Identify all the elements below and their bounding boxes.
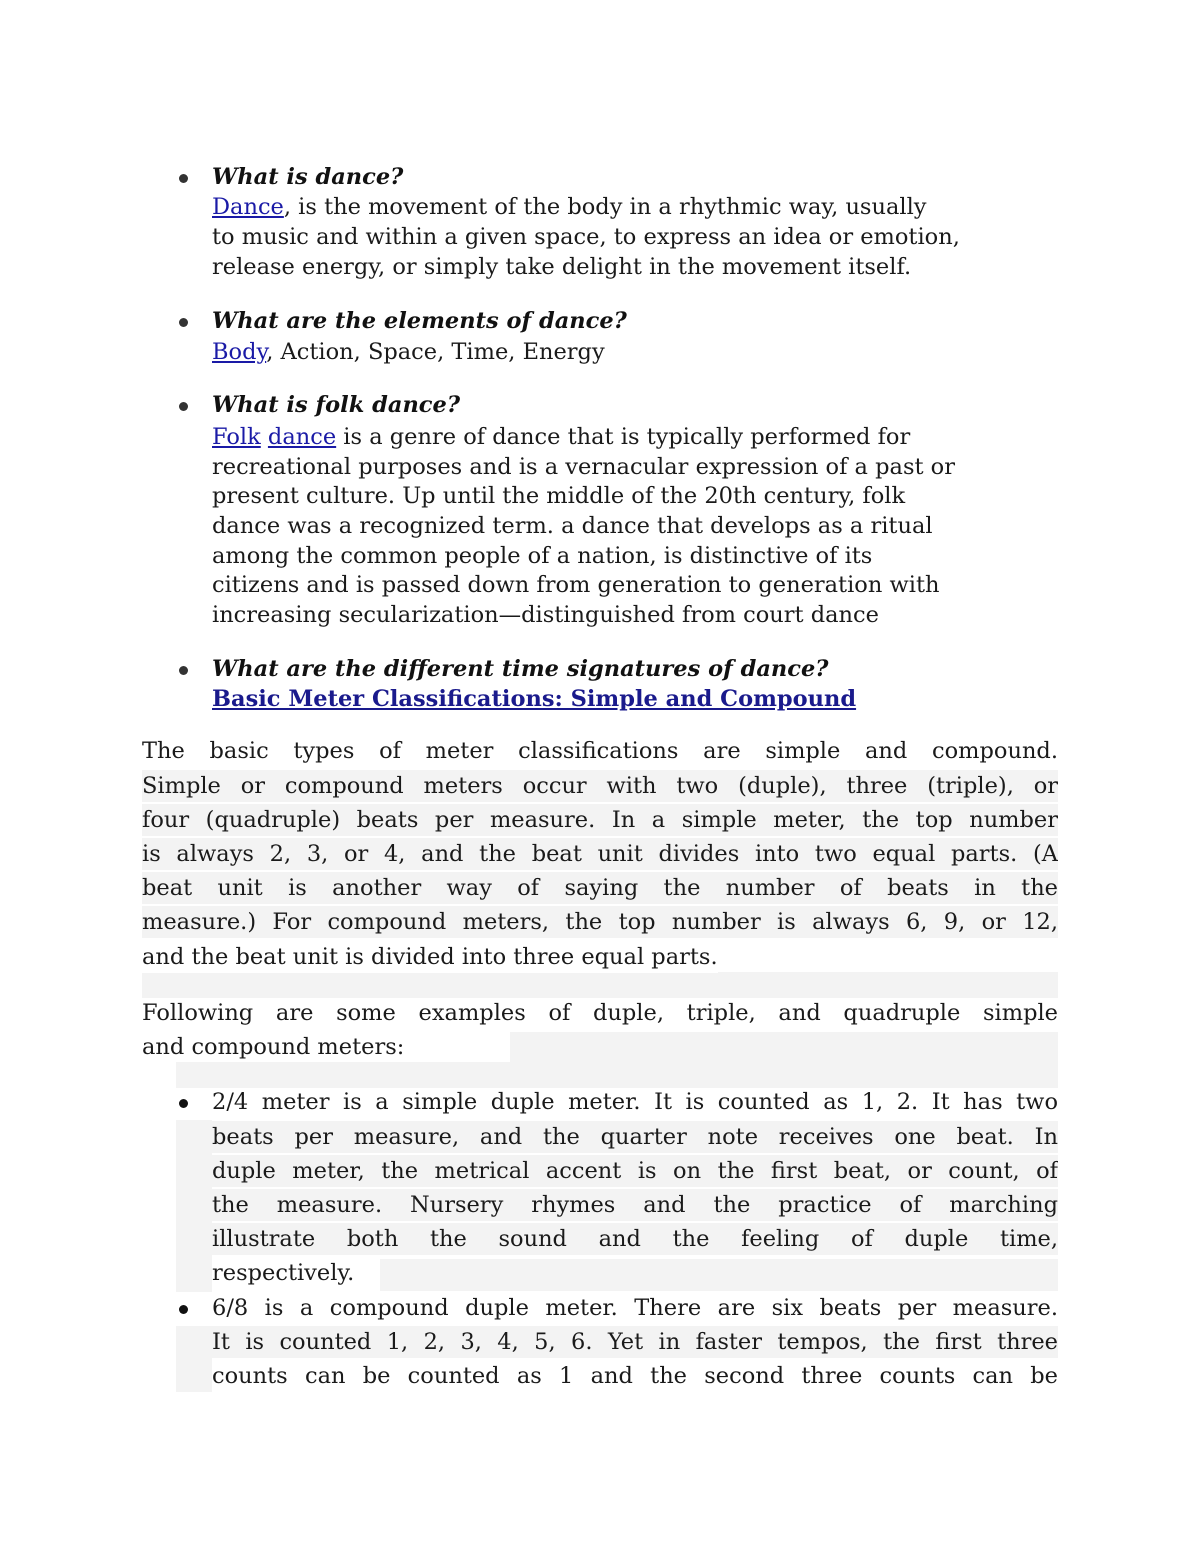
example-line: beats per measure, and the quarter note receives one beat. In	[212, 1121, 1058, 1153]
dance-link[interactable]: Dance	[212, 194, 284, 220]
bullet-icon	[179, 318, 188, 327]
highlight-block	[510, 1032, 1058, 1062]
answer-line: to music and within a given space, to express an idea or emotion,	[212, 224, 960, 250]
highlight-block	[176, 1120, 212, 1292]
paragraph-line: measure.) For compound meters, the top number is always 6, 9, or 12,	[142, 906, 1058, 938]
highlight-block	[176, 1326, 212, 1392]
question-heading: What is dance?	[212, 164, 404, 190]
answer-line: release energy, or simply take delight in the movement itself.	[212, 254, 912, 280]
answer-line: among the common people of a nation, is distinctive of its	[212, 543, 873, 569]
paragraph-line: is always 2, 3, or 4, and the beat unit divides into two equal parts. (A	[142, 838, 1058, 870]
paragraph-line: and the beat unit is divided into three equal parts.	[142, 941, 718, 973]
paragraph-line: Following are some examples of duple, triple, and quadruple simple	[142, 1000, 1058, 1026]
answer-line: present culture. Up until the middle of the 20th century, folk	[212, 483, 906, 509]
bullet-icon	[179, 666, 188, 675]
example-line: counts can be counted as 1 and the second three counts can be	[212, 1363, 1058, 1389]
answer-line	[212, 336, 605, 368]
highlight-block	[176, 1062, 1058, 1088]
example-line: duple meter, the metrical accent is on the first beat, or count, of	[212, 1155, 1058, 1187]
answer-line: dance was a recognized term. a dance that develops as a ritual	[212, 513, 933, 539]
answer-text: , Action, Space, Time, Energy	[266, 339, 605, 365]
body-link[interactable]: Body	[212, 339, 267, 365]
answer-line: recreational purposes and is a vernacular expression of a past or	[212, 454, 955, 480]
answer-text: is a genre of dance that is typically performed for	[336, 424, 911, 450]
example-line: illustrate both the sound and the feeling of duple time,	[212, 1223, 1058, 1255]
bullet-icon	[179, 1099, 188, 1108]
folk-link[interactable]: Folk	[212, 424, 261, 450]
meter-classifications-link[interactable]: Basic Meter Classifications: Simple and Compound	[212, 686, 857, 712]
paragraph-line: four (quadruple) beats per measure. In a simple meter, the top number	[142, 804, 1058, 836]
bullet-icon	[179, 1305, 188, 1314]
bullet-icon	[179, 402, 188, 411]
example-line: the measure. Nursery rhymes and the practice of marching	[212, 1189, 1058, 1221]
paragraph-line: Simple or compound meters occur with two (duple), three (triple), or	[142, 770, 1058, 802]
answer-line	[212, 421, 910, 453]
dance-link[interactable]: dance	[267, 424, 337, 450]
paragraph-line: The basic types of meter classifications are simple and compound.	[142, 738, 1058, 764]
paragraph-line: beat unit is another way of saying the number of beats in the	[142, 872, 1058, 904]
answer-line: increasing secularization—distinguished from court dance	[212, 602, 879, 628]
bullet-icon	[179, 174, 188, 183]
example-line: respectively.	[212, 1257, 354, 1289]
example-line: It is counted 1, 2, 3, 4, 5, 6. Yet in faster tempos, the first three	[212, 1326, 1058, 1358]
answer-line	[212, 191, 927, 223]
answer-line: citizens and is passed down from generation to generation with	[212, 572, 940, 598]
paragraph-line: and compound meters:	[142, 1034, 405, 1060]
highlight-block	[142, 972, 1058, 998]
example-line: 6/8 is a compound duple meter. There are six beats per measure.	[212, 1295, 1058, 1321]
example-line: 2/4 meter is a simple duple meter. It is counted as 1, 2. It has two	[212, 1089, 1058, 1115]
highlight-block	[380, 1259, 1058, 1291]
question-heading: What are the elements of dance?	[212, 308, 627, 334]
question-heading: What is folk dance?	[212, 392, 461, 418]
question-heading: What are the different time signatures of dance?	[212, 656, 829, 682]
answer-text: , is the movement of the body in a rhythmic way, usually	[283, 194, 927, 220]
